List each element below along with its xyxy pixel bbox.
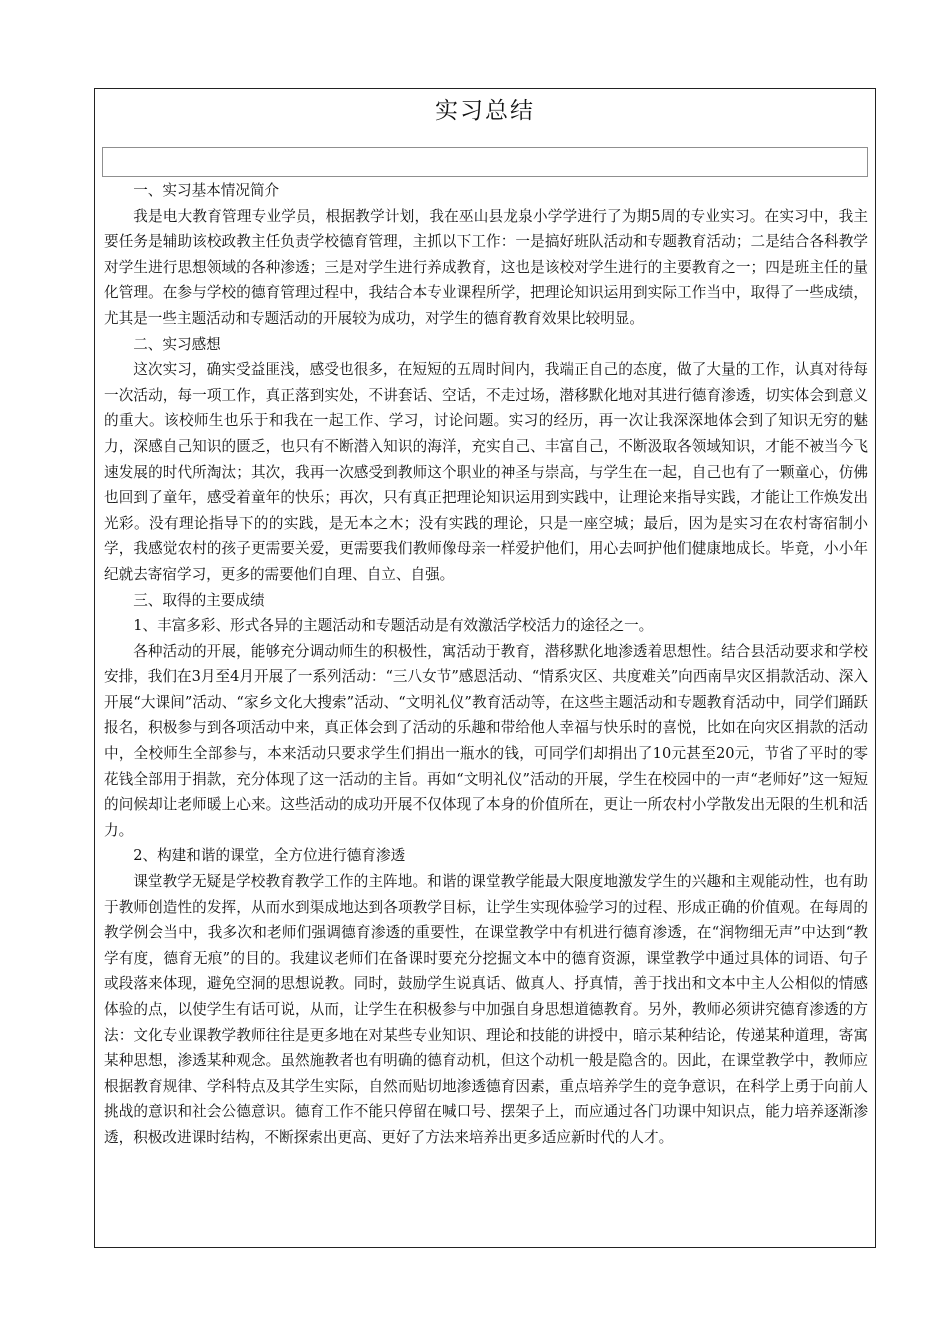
header-info-box: [102, 147, 868, 177]
section-heading-achievements: 三、取得的主要成绩: [133, 591, 265, 609]
paragraph-classroom: 课堂教学无疑是学校教育教学工作的主阵地。和谐的课堂教学能最大限度地激发学生的兴趣和主观能动性，也有助于教师创造性的发挥，从而水到渠成地达到各项教学目标，让学生实现体验学习的过程、形成正确的价值观。在每周的教学例会当中，我多次和老师们强调德育渗透的重要性，在课堂教学中有机进行德育渗透，在“润物细无声”中达到“教学有度，德育无痕”的目的。我建议老师们在备课时要充分挖掘文本中的德育资源，课堂教学中通过具体的词语、句子或段落来体现，避免空洞的思想说教。同时，鼓励学生说真话、做真人、抒真情，善于找出和文本中主人公相似的情感体验的点，以使学生有话可说，从而，让学生在积极参与中加强自身思想道德教育。另外，教师必须讲究德育渗透的方法：文化专业课教学教师往往是更多地在对某些专业知识、理论和技能的讲授中，暗示某种结论，传递某种道理，寄寓某种思想，渗透某种观念。虽然施教者也有明确的德育动机，但这个动机一般是隐含的。因此，在课堂教学中，教师应根据教育规律、学科特点及其学生实际，自然而贴切地渗透德育因素，重点培养学生的竞争意识，在科学上勇于向前人挑战的意识和社会公德意识。德育工作不能只停留在喊口号、摆架子上，而应通过各门功课中知识点，能力培养逐渐渗透，积极改进课时结构，不断探索出更高、更好了方法来培养出更多适应新时代的人才。: [104, 873, 868, 1146]
paragraph-activities: 各种活动的开展，能够充分调动师生的积极性，寓活动于教育，潜移默化地渗透着思想性。结合县活动要求和学校安排，我们在3月至4月开展了一系列活动：“三八女节”感恩活动、“情系灾区、共度难关”向西南旱灾区捐款活动、深入开展“大课间”活动、“家乡文化大搜索”活动、“文明礼仪”教育活动等，在这些主题活动和专题教育活动中，同学们踊跃报名，积极参与到各项活动中来，真正体会到了活动的乐趣和带给他人幸福与快乐时的喜悦，比如在向灾区捐款的活动中，全校师生全部参与，本来活动只要求学生们捐出一瓶水的钱，可同学们却捐出了10元甚至20元，节省了平时的零花钱全部用于捐款，充分体现了这一活动的主旨。再如“文明礼仪”活动的开展，学生在校园中的一声“老师好”这一短短的问候却让老师暖上心来。这些活动的成功开展不仅体现了本身的价值所在，更让一所农村小学散发出无限的生机和活力。: [104, 642, 868, 839]
summary-body: [104, 178, 868, 1151]
summary-table-frame: [94, 88, 876, 1248]
subheading-classroom: 2、构建和谐的课堂，全方位进行德育渗透: [133, 847, 406, 865]
section-heading-basic-info: 一、实习基本情况简介: [133, 182, 280, 199]
section-heading-reflections: 二、实习感想: [133, 335, 221, 353]
page-title: 实习总结: [435, 98, 535, 124]
paragraph-basic-info: 我是电大教育管理专业学员，根据教学计划，我在巫山县龙泉小学学进行了为期5周的专业实习。在实习中，我主要任务是辅助该校政教主任负责学校德育管理，主抓以下工作：一是搞好班队活动和专题教育活动；二是结合各科教学对学生进行思想领域的各种渗透；三是对学生进行养成教育，这也是该校对学生进行的主要教育之一；四是班主任的量化管理。在参与学校的德育管理过程中，我结合本专业课程所学，把理论知识运用到实际工作当中，取得了一些成绩，尤其是一些主题活动和专题活动的开展较为成功，对学生的德育教育效果比较明显。: [104, 207, 868, 327]
paragraph-reflections: 这次实习，确实受益匪浅，感受也很多，在短短的五周时间内，我端正自己的态度，做了大量的工作，认真对待每一次活动，每一项工作，真正落到实处，不讲套话、空话，不走过场，潜移默化地对其进行德育渗透，切实体会到意义的重大。该校师生也乐于和我在一起工作、学习，讨论问题。实习的经历，再一次让我深深地体会到了知识无穷的魅力，深感自己知识的匮乏，也只有不断潜入知识的海洋，充实自己、丰富自己，不断汲取各领域知识，才能不被当今飞速发展的时代所淘汰；其次，我再一次感受到教师这个职业的神圣与崇高，与学生在一起，自己也有了一颗童心，仿佛也回到了童年，感受着童年的快乐；再次，只有真正把理论知识运用到实践中，让理论来指导实践，才能让工作焕发出光彩。没有理论指导下的的实践，是无本之木；没有实践的理论，只是一座空城；最后，因为是实习在农村寄宿制小学，我感觉农村的孩子更需要关爱，更需要我们教师像母亲一样爱护他们，用心去呵护他们健康地成长。毕竟，小小年纪就去寄宿学习，更多的需要他们自理、自立、自强。: [104, 361, 868, 583]
subheading-activities: 1、丰富多彩、形式各异的主题活动和专题活动是有效激活学校活力的途径之一。: [133, 617, 654, 635]
